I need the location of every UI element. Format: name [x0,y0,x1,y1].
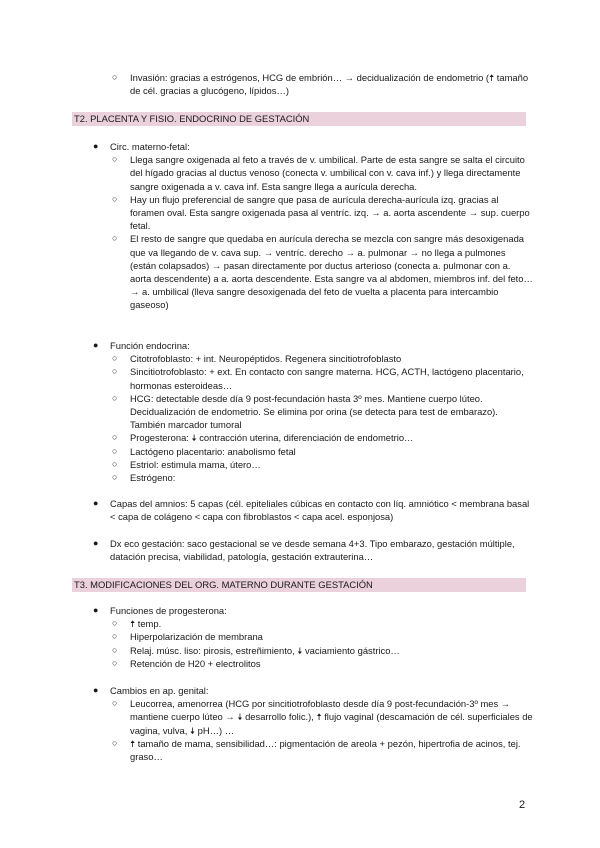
list-item [72,71,534,97]
list-item [72,232,534,311]
circle-bullet-icon: ○ [112,233,118,244]
dx-block [72,537,534,563]
page-number: 2 [519,799,526,811]
item-text: Capas del amnios: 5 capas (cél. epiteliales cúbicas en contacto con líq. amniótico < membrana basal < capa de colágeno < capa con fibroblastos < capa acel. esponjosa) [110,498,530,523]
circle-bullet-icon: ○ [112,458,118,469]
circ-block [72,140,534,312]
item-text: Retención de H20 + electrolitos [130,657,261,669]
list-item [72,153,534,193]
circle-bullet-icon: ○ [112,432,118,443]
circle-bullet-icon: ○ [112,72,118,82]
item-text: Lactógeno placentario: anabolismo fetal [130,445,296,457]
endocrine-block [72,339,534,484]
disc-bullet-icon: ● [93,685,99,695]
item-text: Estriol: estimula mama, útero… [130,458,261,470]
list-item [72,445,534,458]
list-item [72,140,534,153]
circle-bullet-icon: ○ [112,657,118,668]
item-text: El resto de sangre que quedaba en aurícula derecha se mezcla con sangre más desoxigenada que va llegando de v. cava sup. → ventríc. derecho → a. pulmonar → no llega a pulmones (están colapsados) → pasan directamente por ductus arterioso (conecta a. pulmonar con a. aorta descendente) a a. aorta descendente. Esta sangre va al abdomen, miembros inf. del feto… → a. umbilical (lleva sangre desoxigenada del feto de vuelta a placenta para intercambio gaseoso) [130,233,533,311]
item-text: Invasión: gracias a estrógenos, HCG de embrión… → decidualización de endometrio (🠅 tamaño de cél. gracias a glucógeno, lípidos…) [130,72,529,97]
list-item [72,458,534,471]
disc-bullet-icon: ● [93,538,99,548]
item-text: Citotrofoblasto: + int. Neuropéptidos. Regenera sincitiotrofoblasto [130,353,402,365]
list-item [72,737,534,763]
disc-bullet-icon: ● [93,340,99,350]
item-title: Función endocrina: [110,340,190,351]
circle-bullet-icon: ○ [112,644,118,655]
item-text: Llega sangre oxigenada al feto a través de v. umbilical. Parte de esta sangre se salta el circuito del hígado gracias al ductus venoso (conecta v. umbilical con v. cava inf.) y llega directamente sangre oxigenada a v. cava inf. Esta sangre llega a aurícula derecha. [130,154,525,192]
section-heading-t3: T3. MODIFICACIONES DEL ORG. MATERNO DURANTE GESTACIÓN [72,578,526,592]
list-item [72,644,534,657]
item-text: HCG: detectable desde día 9 post-fecundación hasta 3º mes. Mantiene cuerpo lúteo. Decidualización de endometrio. Se elimina por orina (se detecta para test de embarazo). También marcador tumoral [130,392,498,431]
circle-bullet-icon: ○ [112,631,118,642]
amnios-block [72,497,534,523]
item-text: Estrógeno: [130,472,176,484]
circle-bullet-icon: ○ [112,472,118,483]
list-item [72,657,534,670]
list-item [72,630,534,643]
item-text: 🠅 tamaño de mama, sensibilidad…: pigmentación de areola + pezón, hipertrofia de acinos, tej. graso… [130,737,521,763]
item-text: Leucorrea, amenorrea (HCG por sincitiotrofoblasto desde día 9 post-fecundación-3º mes → mantiene cuerpo lúteo → 🠇 desarrollo folic.), 🠅 flujo vaginal (descamación de cél. superficiales de vagina, vulva, 🠇 pH…) … [130,698,533,736]
item-text: Hiperpolarización de membrana [130,631,263,643]
list-item [72,471,534,484]
list-item [72,431,534,444]
item-text: Relaj. músc. liso: pirosis, estreñimiento, 🠇 vaciamiento gástrico… [130,644,400,656]
disc-bullet-icon: ● [93,605,99,615]
circle-bullet-icon: ○ [112,737,118,748]
circle-bullet-icon: ○ [112,353,118,364]
disc-bullet-icon: ● [93,498,99,508]
list-item [72,352,534,365]
circle-bullet-icon: ○ [112,392,118,403]
circle-bullet-icon: ○ [112,154,118,165]
item-text: Dx eco gestación: saco gestacional se ve desde semana 4+3. Tipo embarazo, gestación múltiple, datación precisa, viabilidad, patología, gestación extrauterina… [110,538,515,563]
intro-block [72,71,534,97]
disc-bullet-icon: ● [93,141,99,151]
item-text: Sincitiotrofoblasto: + ext. En contacto con sangre materna. HCG, ACTH, lactógeno placentario, hormonas esteroideas… [130,366,524,391]
circle-bullet-icon: ○ [112,193,118,204]
circle-bullet-icon: ○ [112,618,118,629]
list-item [72,339,534,352]
circle-bullet-icon: ○ [112,366,118,377]
item-title: Funciones de progesterona: [110,605,227,616]
list-item [72,193,534,233]
item-text: Hay un flujo preferencial de sangre que pasa de aurícula derecha-aurícula izq. gracias al foramen oval. Esta sangre oxigenada pasa al ventríc. izq. → a. aorta ascendente → sup. cuerpo fetal. [130,193,530,232]
list-item [72,537,534,563]
list-item [72,497,534,523]
list-item [72,617,534,630]
progesterone-block [72,604,534,670]
list-item [72,697,534,737]
item-text: Progesterona: 🠇 contracción uterina, diferenciación de endometrio… [130,432,414,444]
genital-block [72,684,534,763]
list-item [72,684,534,697]
circle-bullet-icon: ○ [112,698,118,709]
list-item [72,604,534,617]
item-title: Cambios en ap. genital: [110,685,209,696]
circle-bullet-icon: ○ [112,445,118,456]
list-item [72,365,534,391]
section-heading-t2: T2. PLACENTA Y FISIO. ENDOCRINO DE GESTACIÓN [72,112,526,126]
item-title: Circ. materno-fetal: [110,141,190,152]
item-text: 🠅 temp. [130,618,162,630]
list-item [72,392,534,432]
